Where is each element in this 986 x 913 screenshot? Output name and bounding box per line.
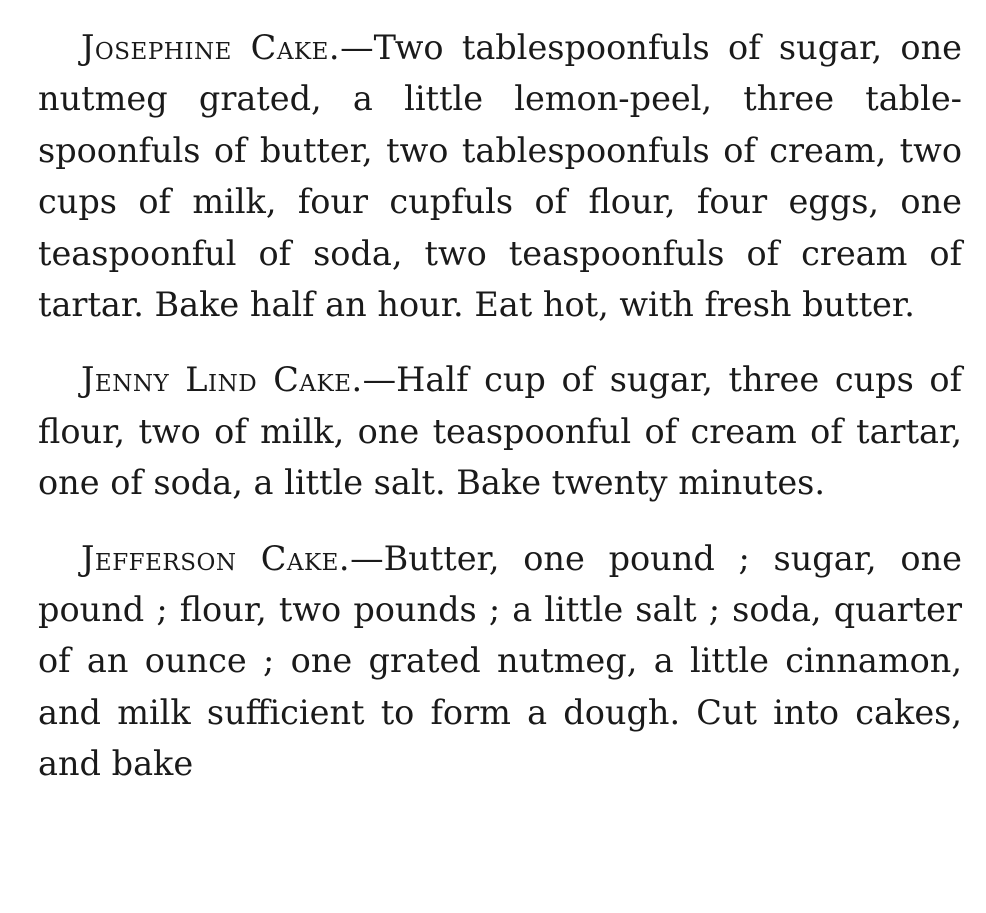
recipe-jefferson-cake	[38, 533, 962, 790]
recipe-text: Two tablespoonfuls of sugar, one nutmeg grated, a little lemon-peel, three tablespoonfuls of butter, two tablespoonfuls of cream, two cups of milk, four cupfuls of flour, four eggs, one teaspoonful of soda, two teaspoonfuls of cream of tartar. Bake half an hour. Eat hot, with fresh butter.	[38, 28, 962, 325]
recipe-josephine-cake	[38, 22, 962, 330]
recipe-text: Butter, one pound ; sugar, one pound ; flour, two pounds ; a little salt ; soda, quarter of an ounce ; one grated nutmeg, a little cinnamon, and milk sufficient to form a dough. Cut into cakes, and bake	[38, 538, 963, 784]
em-dash: —	[362, 360, 397, 400]
recipe-jenny-lind-cake	[38, 354, 962, 508]
cookbook-page	[38, 22, 962, 790]
recipe-title: Jenny Lind Cake.	[81, 360, 363, 400]
em-dash: —	[340, 28, 374, 67]
recipe-title: Josephine Cake.	[81, 28, 341, 67]
em-dash: —	[350, 538, 384, 578]
recipe-text: Half cup of sugar, three cups of flour, two of milk, one teaspoonful of cream of tartar, one of soda, a little salt. Bake twenty minutes.	[38, 360, 962, 503]
recipe-title: Jefferson Cake.	[81, 538, 351, 578]
